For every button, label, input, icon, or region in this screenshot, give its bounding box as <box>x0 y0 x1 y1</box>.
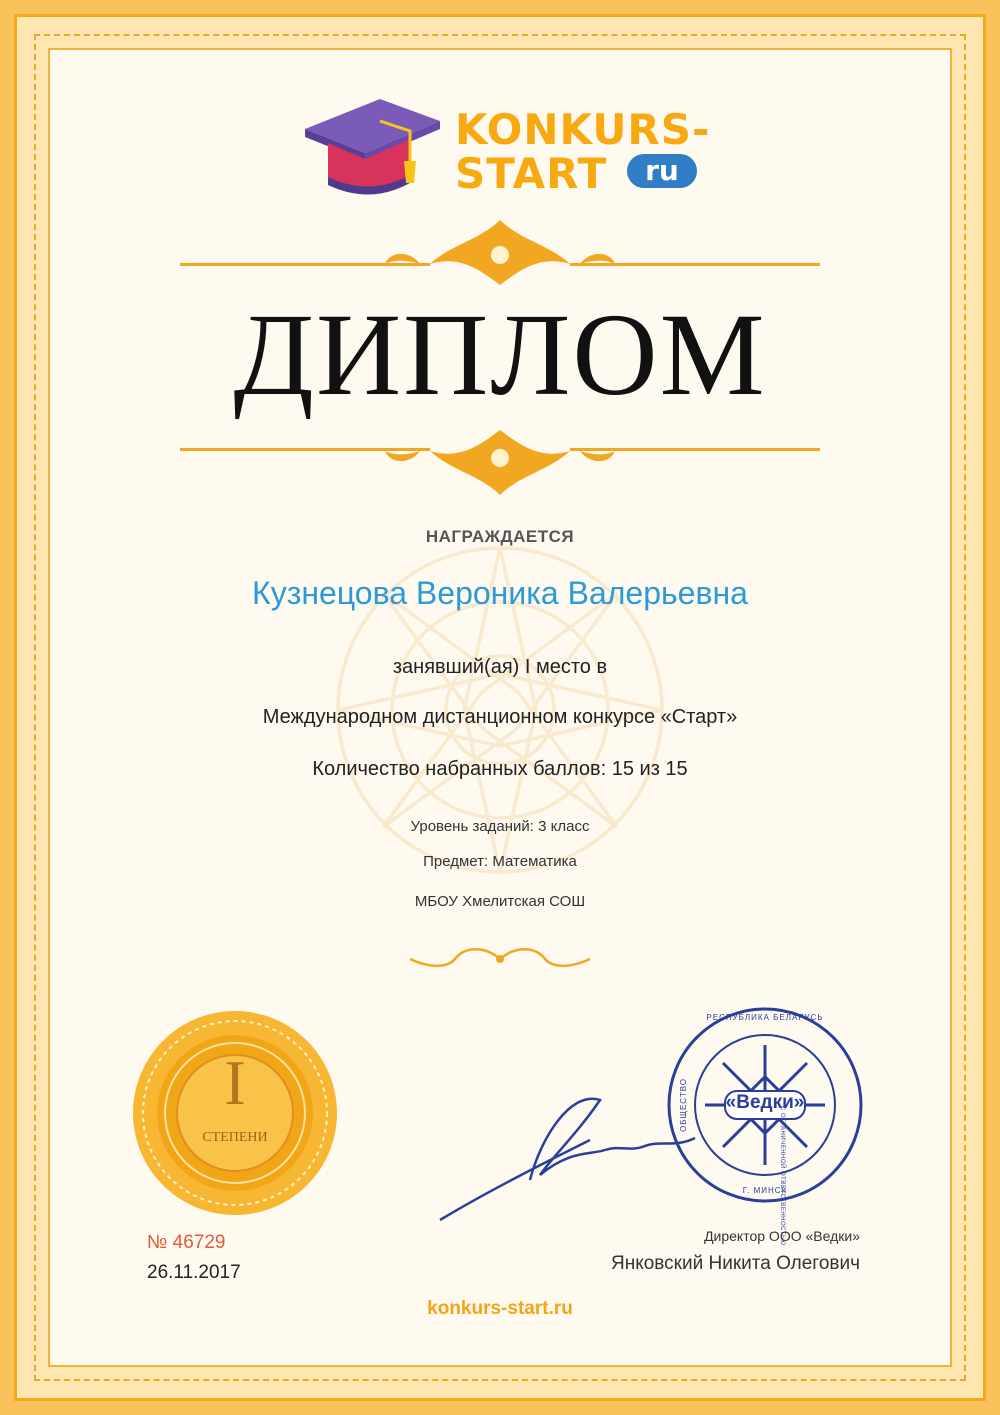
issue-date: 26.11.2017 <box>147 1262 241 1283</box>
place-text: занявший(ая) I место в <box>392 656 608 678</box>
subject-text: Предмет: Математика <box>423 853 577 870</box>
graduation-cap-icon <box>300 91 445 201</box>
contest-text: Международном дистанционном конкурсе «Старт» <box>262 706 738 728</box>
stamp-center-text: «Ведки» <box>725 1092 805 1113</box>
site-link[interactable]: konkurs-start.ru <box>427 1298 573 1319</box>
stamp-ring-right: С ОГРАНИЧЕННОЙ ОТВЕТСТВЕННОСТЬЮ <box>779 1106 785 1246</box>
stamp-ring-top: РЕСПУБЛИКА БЕЛАРУСЬ <box>706 1013 824 1022</box>
school-text: МБОУ Хмелитская СОШ <box>414 893 586 910</box>
stamp-ring-left: ОБЩЕСТВО <box>679 1078 688 1132</box>
level-text: Уровень заданий: 3 класс <box>410 818 590 835</box>
top-ornament-icon <box>180 215 820 295</box>
director-name: Янковский Никита Олегович <box>610 1253 860 1274</box>
stamp-ring-bottom: Г. МИНСК <box>742 1186 788 1195</box>
medal-caption: СТЕПЕНИ <box>202 1130 268 1145</box>
director-title: Директор ООО «Ведки» <box>704 1228 860 1244</box>
small-divider-icon <box>405 944 595 974</box>
score-text: Количество набранных баллов: 15 из 15 <box>312 758 688 780</box>
logo-ru-badge: ru <box>627 154 697 188</box>
diploma-title: ДИПЛОМ <box>233 289 767 420</box>
awarded-label: НАГРАЖДАЕТСЯ <box>425 527 575 546</box>
diploma-number: № 46729 <box>147 1232 226 1253</box>
logo-wordmark: KONKURS- START <box>455 105 711 198</box>
medal-numeral: I <box>224 1047 246 1118</box>
recipient-name: Кузнецова Вероника Валерьевна <box>252 575 748 611</box>
konkurs-start-logo <box>300 86 720 206</box>
bottom-ornament-icon <box>180 420 820 500</box>
first-degree-medal <box>130 1008 340 1218</box>
